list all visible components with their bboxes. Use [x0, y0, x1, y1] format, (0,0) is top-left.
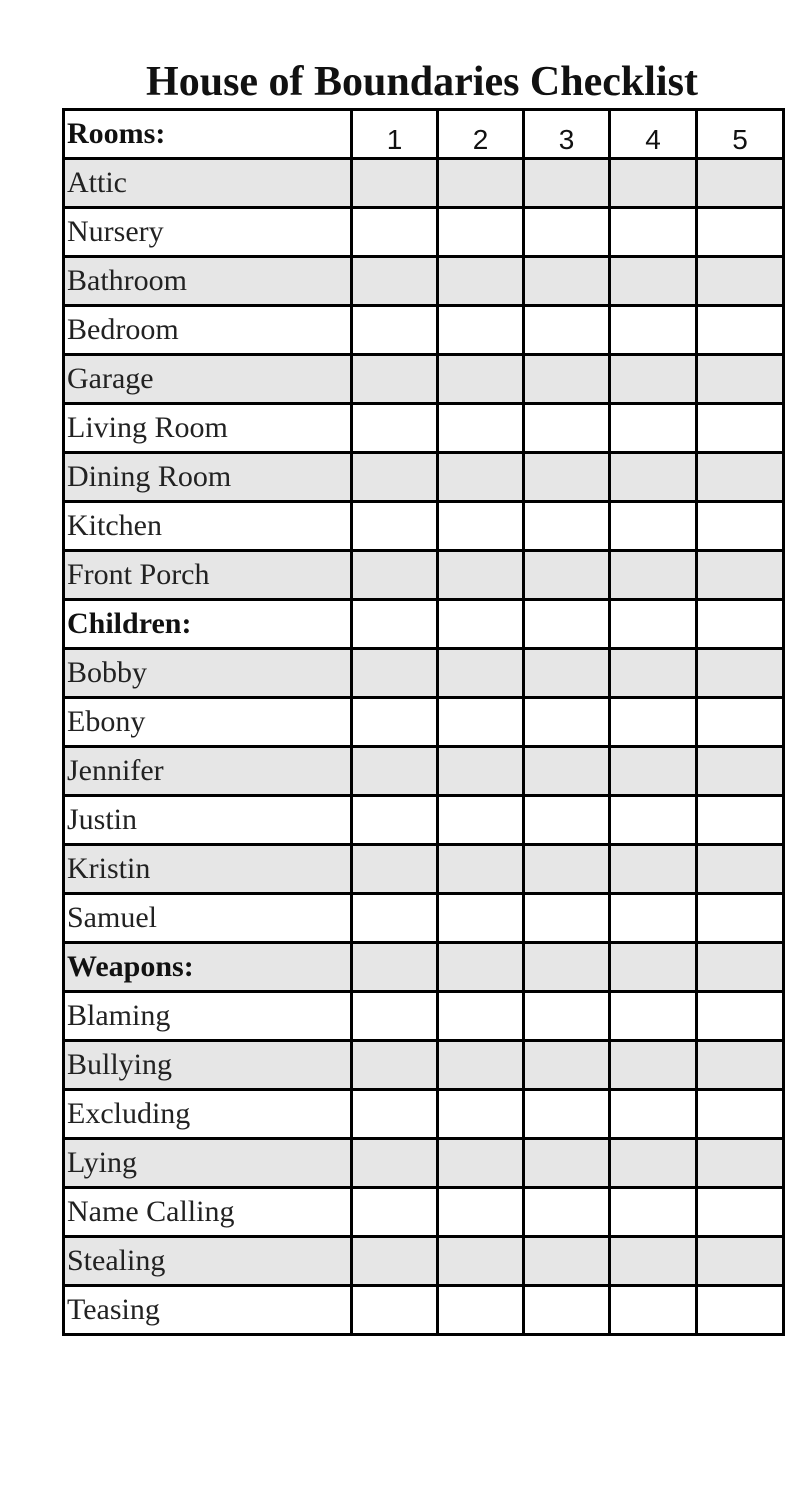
check-cell[interactable]	[610, 1139, 697, 1188]
check-cell[interactable]	[610, 894, 697, 943]
table-row	[64, 404, 784, 453]
check-cell[interactable]	[524, 355, 610, 404]
check-cell[interactable]	[697, 845, 784, 894]
table-row	[64, 1286, 784, 1335]
check-cell[interactable]	[352, 159, 438, 208]
header-row	[64, 110, 784, 159]
table-row	[64, 1090, 784, 1139]
check-cell[interactable]	[524, 698, 610, 747]
check-cell[interactable]	[352, 894, 438, 943]
check-cell[interactable]	[352, 502, 438, 551]
check-cell[interactable]	[524, 1237, 610, 1286]
row-label: Attic	[64, 159, 352, 208]
row-label: Jennifer	[64, 747, 352, 796]
check-cell[interactable]	[610, 208, 697, 257]
section-header-row	[64, 600, 784, 649]
check-cell[interactable]	[697, 208, 784, 257]
check-cell[interactable]	[352, 649, 438, 698]
check-cell[interactable]	[524, 600, 610, 649]
row-label: Bathroom	[64, 257, 352, 306]
check-cell[interactable]	[524, 1286, 610, 1335]
check-cell[interactable]	[438, 551, 524, 600]
check-cell[interactable]	[610, 404, 697, 453]
check-cell[interactable]	[438, 845, 524, 894]
check-cell[interactable]	[438, 404, 524, 453]
check-cell[interactable]	[610, 992, 697, 1041]
check-cell[interactable]	[697, 551, 784, 600]
table-row	[64, 453, 784, 502]
check-cell[interactable]	[697, 1188, 784, 1237]
check-cell[interactable]	[697, 355, 784, 404]
check-cell[interactable]	[610, 600, 697, 649]
check-cell[interactable]	[610, 1237, 697, 1286]
section-header-row	[64, 943, 784, 992]
check-cell[interactable]	[438, 1139, 524, 1188]
column-header-2: 2	[438, 110, 524, 159]
table-row	[64, 159, 784, 208]
check-cell[interactable]	[610, 943, 697, 992]
table-row	[64, 1188, 784, 1237]
check-cell[interactable]	[438, 159, 524, 208]
check-cell[interactable]	[697, 992, 784, 1041]
row-label: Blaming	[64, 992, 352, 1041]
row-label: Bedroom	[64, 306, 352, 355]
row-label: Samuel	[64, 894, 352, 943]
check-cell[interactable]	[610, 355, 697, 404]
check-cell[interactable]	[697, 943, 784, 992]
check-cell[interactable]	[438, 992, 524, 1041]
check-cell[interactable]	[524, 208, 610, 257]
check-cell[interactable]	[610, 747, 697, 796]
check-cell[interactable]	[524, 1090, 610, 1139]
table-row	[64, 698, 784, 747]
row-label: Excluding	[64, 1090, 352, 1139]
table-row	[64, 747, 784, 796]
check-cell[interactable]	[352, 992, 438, 1041]
row-label: Stealing	[64, 1237, 352, 1286]
check-cell[interactable]	[697, 1139, 784, 1188]
check-cell[interactable]	[610, 1041, 697, 1090]
check-cell[interactable]	[438, 1041, 524, 1090]
check-cell[interactable]	[352, 796, 438, 845]
check-cell[interactable]	[524, 1139, 610, 1188]
table-row	[64, 1237, 784, 1286]
check-cell[interactable]	[438, 894, 524, 943]
check-cell[interactable]	[524, 894, 610, 943]
check-cell[interactable]	[524, 649, 610, 698]
table-row	[64, 1041, 784, 1090]
table-body	[64, 110, 784, 1335]
check-cell[interactable]	[352, 1188, 438, 1237]
row-label: Teasing	[64, 1286, 352, 1335]
section-label: Weapons:	[64, 943, 352, 992]
table-row	[64, 1139, 784, 1188]
check-cell[interactable]	[438, 453, 524, 502]
check-cell[interactable]	[697, 600, 784, 649]
section-label: Children:	[64, 600, 352, 649]
row-label: Justin	[64, 796, 352, 845]
check-cell[interactable]	[697, 306, 784, 355]
check-cell[interactable]	[352, 747, 438, 796]
check-cell[interactable]	[610, 551, 697, 600]
row-label: Kitchen	[64, 502, 352, 551]
row-label: Name Calling	[64, 1188, 352, 1237]
table-row	[64, 649, 784, 698]
check-cell[interactable]	[697, 453, 784, 502]
check-cell[interactable]	[524, 257, 610, 306]
check-cell[interactable]	[524, 306, 610, 355]
check-cell[interactable]	[697, 1286, 784, 1335]
check-cell[interactable]	[610, 159, 697, 208]
check-cell[interactable]	[697, 796, 784, 845]
check-cell[interactable]	[352, 306, 438, 355]
check-cell[interactable]	[610, 1286, 697, 1335]
check-cell[interactable]	[697, 159, 784, 208]
column-header-3: 3	[524, 110, 610, 159]
row-label: Kristin	[64, 845, 352, 894]
check-cell[interactable]	[352, 600, 438, 649]
check-cell[interactable]	[352, 1139, 438, 1188]
row-label: Bullying	[64, 1041, 352, 1090]
check-cell[interactable]	[438, 355, 524, 404]
check-cell[interactable]	[352, 404, 438, 453]
check-cell[interactable]	[697, 894, 784, 943]
check-cell[interactable]	[697, 698, 784, 747]
table-row	[64, 845, 784, 894]
row-label: Bobby	[64, 649, 352, 698]
check-cell[interactable]	[524, 453, 610, 502]
page-title: House of Boundaries Checklist	[146, 59, 698, 105]
header-label: Rooms:	[64, 110, 352, 159]
check-cell[interactable]	[438, 1090, 524, 1139]
check-cell[interactable]	[438, 698, 524, 747]
check-cell[interactable]	[697, 404, 784, 453]
row-label: Garage	[64, 355, 352, 404]
check-cell[interactable]	[438, 747, 524, 796]
check-cell[interactable]	[610, 502, 697, 551]
check-cell[interactable]	[610, 698, 697, 747]
row-label: Front Porch	[64, 551, 352, 600]
check-cell[interactable]	[610, 1188, 697, 1237]
check-cell[interactable]	[524, 943, 610, 992]
check-cell[interactable]	[697, 502, 784, 551]
check-cell[interactable]	[524, 747, 610, 796]
check-cell[interactable]	[697, 1090, 784, 1139]
check-cell[interactable]	[524, 1188, 610, 1237]
check-cell[interactable]	[524, 796, 610, 845]
check-cell[interactable]	[438, 649, 524, 698]
table-row	[64, 355, 784, 404]
check-cell[interactable]	[438, 306, 524, 355]
check-cell[interactable]	[352, 355, 438, 404]
check-cell[interactable]	[610, 796, 697, 845]
row-label: Dining Room	[64, 453, 352, 502]
check-cell[interactable]	[438, 1286, 524, 1335]
check-cell[interactable]	[438, 502, 524, 551]
check-cell[interactable]	[438, 257, 524, 306]
table-row	[64, 502, 784, 551]
check-cell[interactable]	[352, 943, 438, 992]
table-row	[64, 992, 784, 1041]
check-cell[interactable]	[352, 208, 438, 257]
check-cell[interactable]	[697, 649, 784, 698]
column-header-4: 4	[610, 110, 697, 159]
check-cell[interactable]	[524, 159, 610, 208]
table-row	[64, 551, 784, 600]
row-label: Lying	[64, 1139, 352, 1188]
check-cell[interactable]	[697, 747, 784, 796]
check-cell[interactable]	[438, 796, 524, 845]
check-cell[interactable]	[352, 453, 438, 502]
check-cell[interactable]	[438, 1237, 524, 1286]
column-header-5: 5	[697, 110, 784, 159]
check-cell[interactable]	[697, 257, 784, 306]
check-cell[interactable]	[697, 1041, 784, 1090]
check-cell[interactable]	[438, 1188, 524, 1237]
check-cell[interactable]	[524, 502, 610, 551]
check-cell[interactable]	[524, 992, 610, 1041]
table-row	[64, 894, 784, 943]
check-cell[interactable]	[352, 1237, 438, 1286]
column-header-1: 1	[352, 110, 438, 159]
checklist-table	[62, 108, 785, 1336]
check-cell[interactable]	[352, 1041, 438, 1090]
check-cell[interactable]	[610, 453, 697, 502]
check-cell[interactable]	[352, 845, 438, 894]
check-cell[interactable]	[352, 698, 438, 747]
check-cell[interactable]	[524, 1041, 610, 1090]
table-row	[64, 796, 784, 845]
check-cell[interactable]	[524, 845, 610, 894]
check-cell[interactable]	[438, 600, 524, 649]
row-label: Ebony	[64, 698, 352, 747]
check-cell[interactable]	[352, 551, 438, 600]
check-cell[interactable]	[352, 1286, 438, 1335]
row-label: Living Room	[64, 404, 352, 453]
check-cell[interactable]	[352, 1090, 438, 1139]
check-cell[interactable]	[697, 1237, 784, 1286]
table-row	[64, 257, 784, 306]
check-cell[interactable]	[524, 551, 610, 600]
check-cell[interactable]	[352, 257, 438, 306]
table-row	[64, 306, 784, 355]
row-label: Nursery	[64, 208, 352, 257]
check-cell[interactable]	[610, 649, 697, 698]
check-cell[interactable]	[438, 943, 524, 992]
check-cell[interactable]	[438, 208, 524, 257]
check-cell[interactable]	[610, 306, 697, 355]
check-cell[interactable]	[524, 404, 610, 453]
check-cell[interactable]	[610, 257, 697, 306]
check-cell[interactable]	[610, 845, 697, 894]
table-row	[64, 208, 784, 257]
check-cell[interactable]	[610, 1090, 697, 1139]
